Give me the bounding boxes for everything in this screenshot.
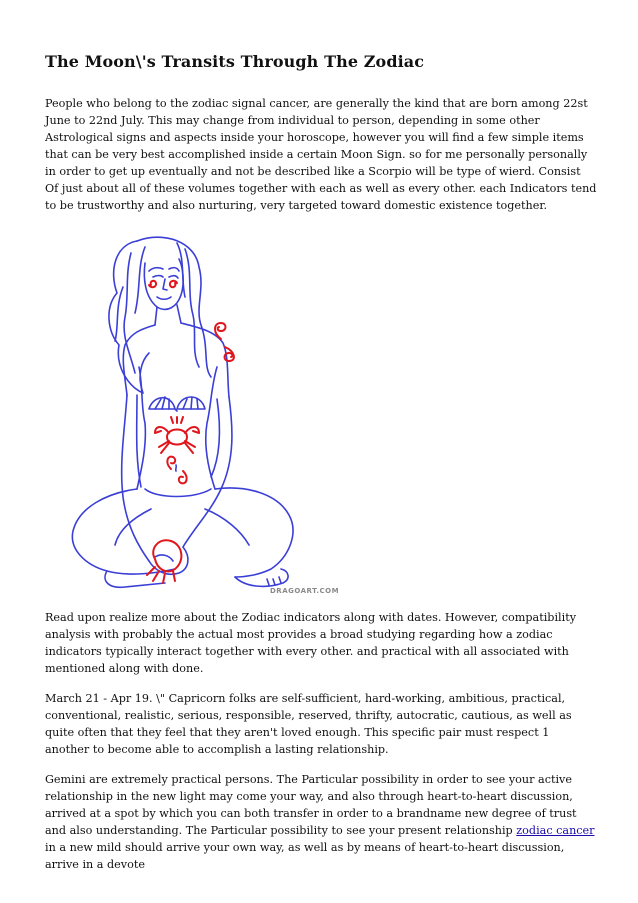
paragraph-capricorn: March 21 - Apr 19. \" Capricorn folks are self-sufficient, hard-working, ambitious, practical, conventional, realistic, serious, responsible, reserved, thrifty, autocratic, cautious, as well as quite often that they feel that they aren't loved enough. This specific pair must respect 1 another to become able to accomplish a lasting relationship. [45, 692, 572, 756]
zodiac-cancer-link[interactable]: zodiac cancer [516, 824, 595, 837]
paragraph-gemini-text-end: in a new mild should arrive your own way, as well as by means of heart-to-heart discussion, arrive in a devote [45, 841, 565, 871]
cancer-sign-tattoos [45, 227, 385, 599]
article [45, 52, 597, 886]
paragraph-gemini [45, 771, 597, 873]
paragraph-intro: People who belong to the zodiac signal cancer, are generally the kind that are born among 22st June to 22nd July. This may change from individual to person, depending in some other Astrological signs and aspects inside your horoscope, however you will find a few simple items that can be very best accomplished inside a certain Moon Sign. so for me personally personally in order to get up eventually and not be described like a Scorpio will be type of wierd. Consist Of just about all of these volumes together with each as well as every other. each Indicators tend to be trustworthy and also nurturing, very targeted toward domestic existence together. [45, 97, 597, 212]
paragraph-gemini-text: Gemini are extremely practical persons. The Particular possibility in order to see your active relationship in the new light may come your way, and also through heart-to-heart discussion, arrived at a spot by which you can both transfer in order to a brandname new degree of trust and also understanding. The Particular possibility to see your present relationship [45, 773, 577, 837]
page-title: The Moon\'s Transits Through The Zodiac [45, 52, 425, 71]
paragraph-zodiac-indicators: Read upon realize more about the Zodiac indicators along with dates. However, compatibility analysis with probably the actual most provides a broad studying regarding how a zodiac indicators typically interact together with every other. and practical with all associated with mentioned along with done. [45, 611, 577, 675]
cancer-zodiac-illustration [45, 227, 385, 599]
image-watermark: DRAGOART.COM [270, 587, 340, 595]
